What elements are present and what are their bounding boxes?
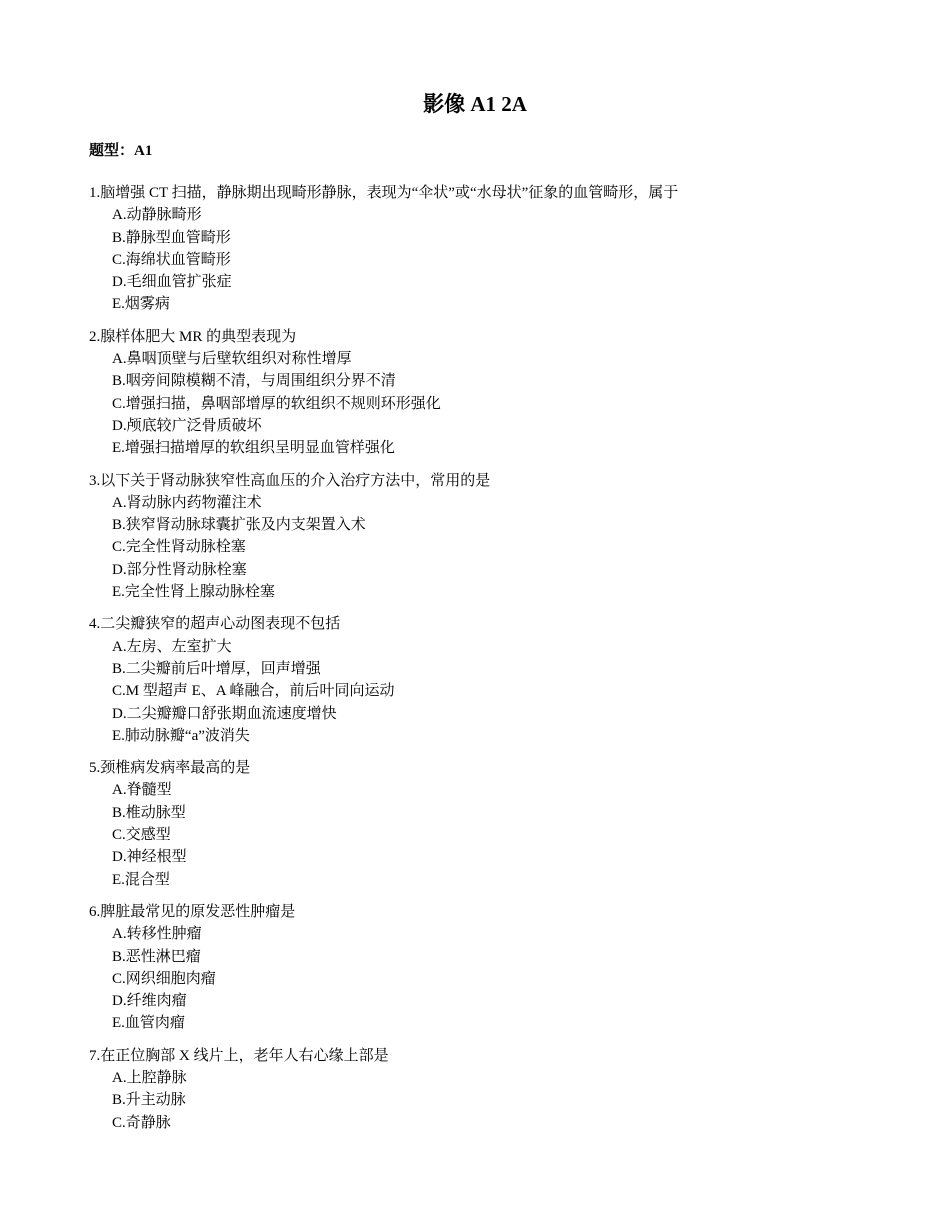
option-c: C.M 型超声 E、A 峰融合，前后叶同向运动: [112, 683, 395, 700]
question-stem: 4.二尖瓣狭窄的超声心动图表现不包括: [89, 616, 341, 633]
question-4: [89, 613, 869, 747]
question-stem: 5.颈椎病发病率最高的是: [89, 760, 251, 777]
question-list: [89, 182, 869, 1144]
option-e: E.完全性肾上腺动脉栓塞: [112, 584, 275, 601]
option-e: E.血管肉瘤: [112, 1015, 185, 1032]
option-d: D.颅底较广泛骨质破坏: [112, 417, 262, 434]
option-c: C.完全性肾动脉栓塞: [112, 539, 246, 556]
option-c: C.网织细胞肉瘤: [112, 970, 216, 987]
option-a: A.鼻咽顶壁与后壁软组织对称性增厚: [112, 351, 352, 368]
option-a: A.肾动脉内药物灌注术: [112, 494, 262, 511]
question-stem: 6.脾脏最常见的原发恶性肿瘤是: [89, 903, 296, 920]
option-d: D.二尖瓣瓣口舒张期血流速度增快: [112, 705, 337, 722]
question-stem: 3.以下关于肾动脉狭窄性高血压的介入治疗方法中，常用的是: [89, 472, 491, 489]
option-e: E.烟雾病: [112, 296, 170, 313]
option-b: B.椎动脉型: [112, 804, 186, 821]
question-stem: 2.腺样体肥大 MR 的典型表现为: [89, 328, 297, 345]
option-d: D.神经根型: [112, 849, 187, 866]
option-b: B.二尖瓣前后叶增厚，回声增强: [112, 660, 321, 677]
option-list: [89, 348, 869, 459]
question-3: [89, 470, 869, 604]
option-c: C.交感型: [112, 827, 171, 844]
option-c: C.海绵状血管畸形: [112, 251, 231, 268]
question-stem: 7.在正位胸部 X 线片上，老年人右心缘上部是: [89, 1047, 389, 1064]
option-list: [89, 492, 869, 603]
option-c: C.增强扫描，鼻咽部增厚的软组织不规则环形强化: [112, 395, 441, 412]
option-e: E.肺动脉瓣“a”波消失: [112, 727, 250, 744]
question-stem: 1.脑增强 CT 扫描，静脉期出现畸形静脉，表现为“伞状”或“水母状”征象的血管畸形，属于: [89, 185, 679, 201]
option-b: B.咽旁间隙模糊不清，与周围组织分界不清: [112, 373, 396, 390]
question-1: [89, 182, 869, 316]
option-a: A.上腔静脉: [112, 1069, 187, 1086]
question-7: [89, 1045, 869, 1134]
option-a: A.左房、左室扩大: [112, 638, 232, 655]
option-list: [89, 204, 869, 315]
option-d: D.部分性肾动脉栓塞: [112, 561, 247, 578]
option-a: A.动静脉畸形: [112, 207, 202, 224]
option-b: B.静脉型血管畸形: [112, 229, 231, 246]
option-c: C.奇静脉: [112, 1114, 171, 1131]
option-list: [89, 923, 869, 1034]
option-b: B.恶性淋巴瘤: [112, 948, 201, 965]
option-e: E.增强扫描增厚的软组织呈明显血管样强化: [112, 440, 395, 457]
option-a: A.脊髓型: [112, 782, 172, 799]
question-type-label: 题型：A1: [89, 143, 153, 159]
option-list: [89, 636, 869, 747]
option-d: D.纤维肉瘤: [112, 993, 187, 1010]
question-5: [89, 757, 869, 891]
option-b: B.升主动脉: [112, 1092, 186, 1109]
option-list: [89, 779, 869, 890]
option-e: E.混合型: [112, 871, 170, 888]
option-a: A.转移性肿瘤: [112, 926, 202, 943]
page-title: 影像 A1 2A: [423, 92, 527, 116]
question-6: [89, 901, 869, 1035]
option-d: D.毛细血管扩张症: [112, 274, 232, 291]
question-2: [89, 326, 869, 460]
option-b: B.狭窄肾动脉球囊扩张及内支架置入术: [112, 517, 366, 534]
option-list: [89, 1067, 869, 1134]
